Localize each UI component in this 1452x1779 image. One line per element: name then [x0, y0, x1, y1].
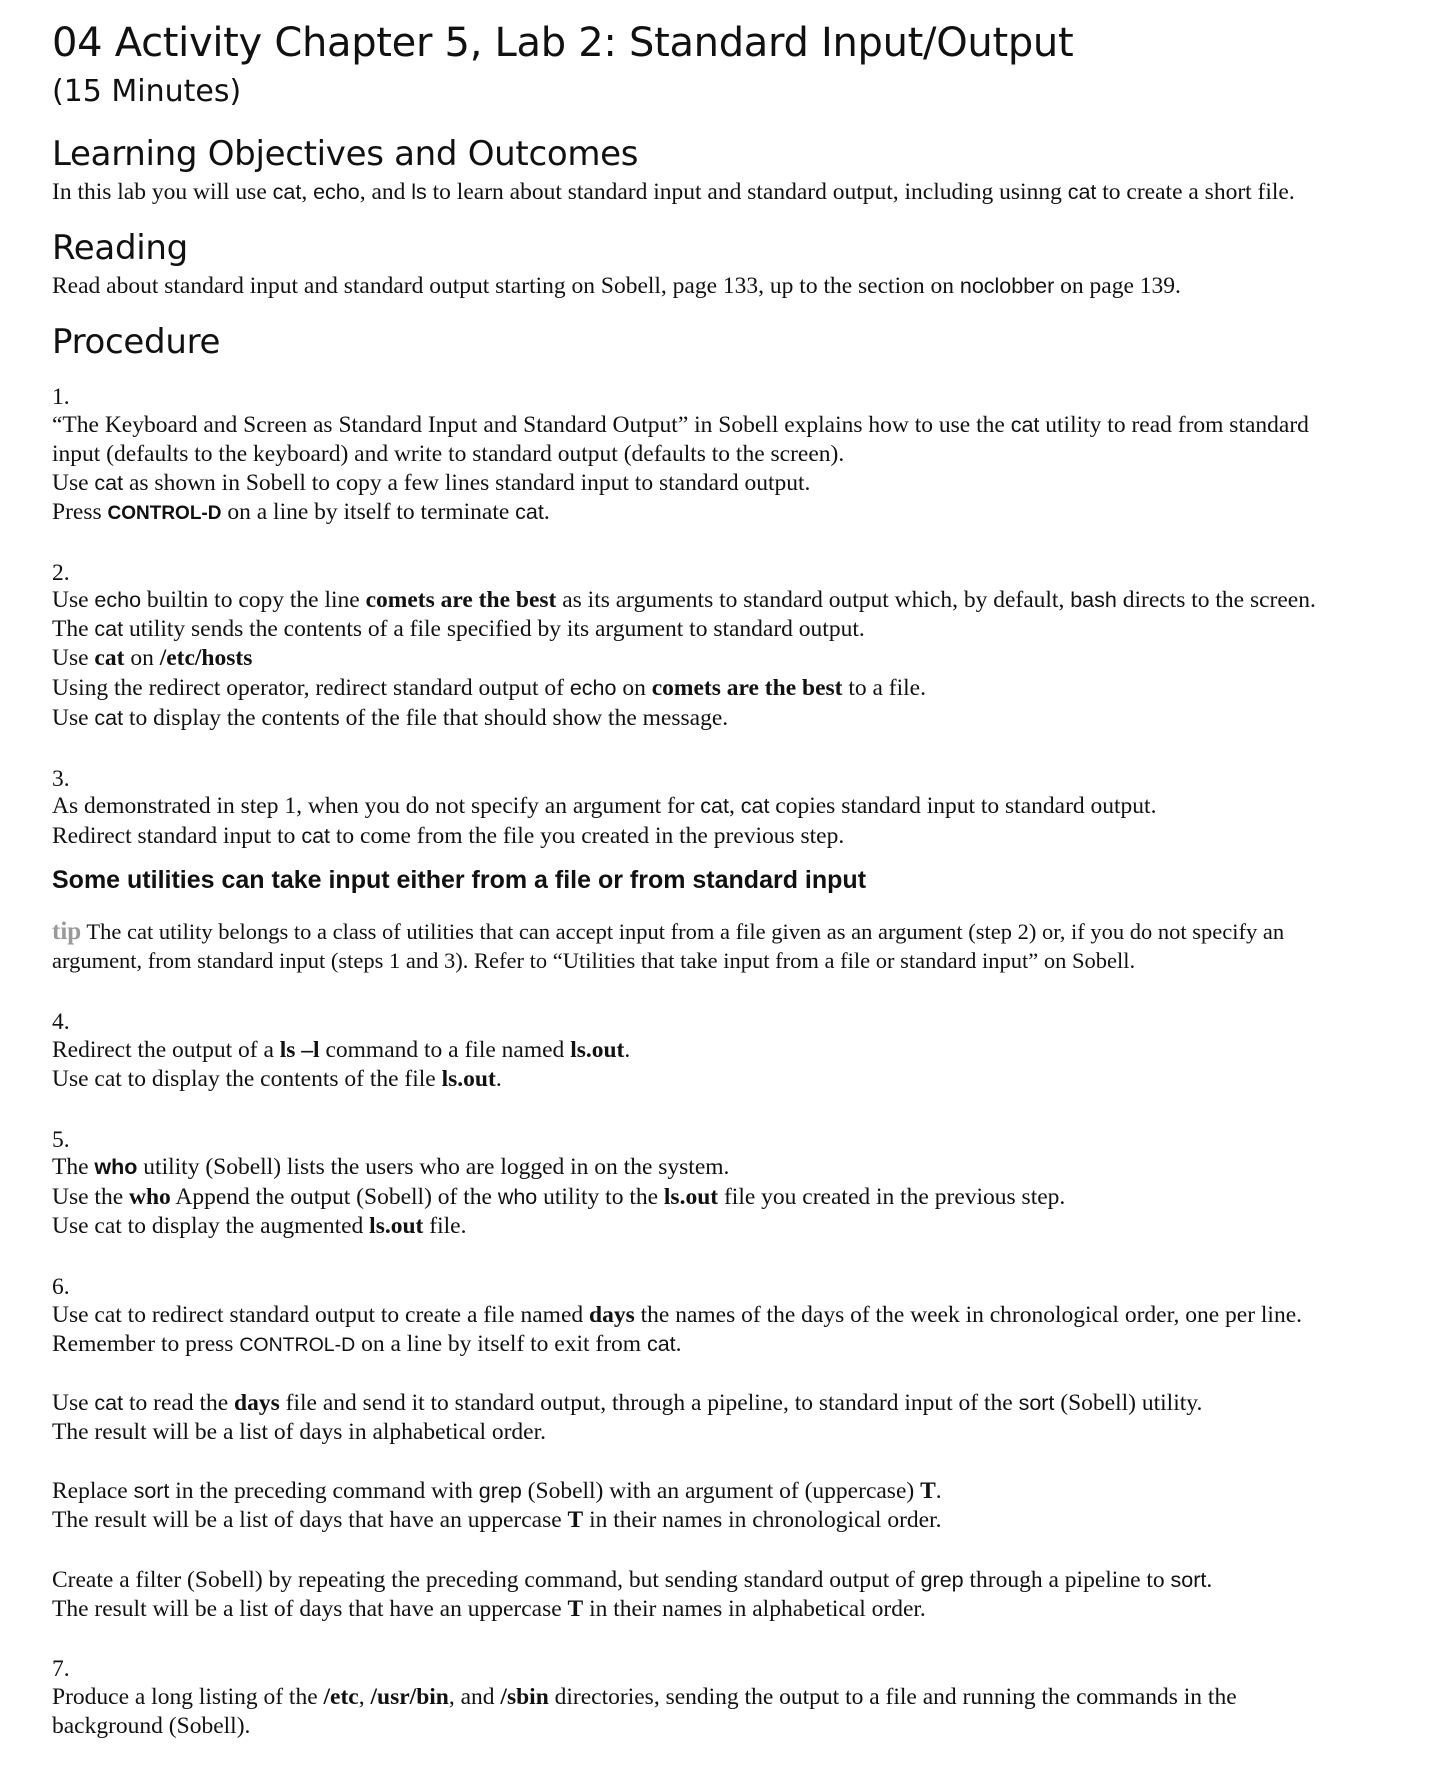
objectives-heading: Learning Objectives and Outcomes [52, 134, 639, 174]
step5-line: Use cat to display the augmented ls.out file. [52, 1213, 467, 1239]
step1-line: “The Keyboard and Screen as Standard Input and Standard Output” in Sobell explains how to use the cat utility to read from standard [52, 412, 1309, 438]
tip-box-line: tip The cat utility belongs to a class of utilities that can accept input from a file given as an argument (step 2) or, if you do not specify an [52, 918, 1285, 945]
tip-box-line: argument, from standard input (steps 1 and 3). Refer to “Utilities that take input from a file or standard input” on Sobell. [52, 948, 1136, 973]
step-number: 2. [52, 560, 70, 586]
step3-line: Redirect standard input to cat to come from the file you created in the previous step. [52, 823, 845, 849]
reading-text: Read about standard input and standard output starting on Sobell, page 133, up to the section on noclobber on page 139. [52, 273, 1181, 299]
step6-line: The result will be a list of days that have an uppercase T in their names in chronological order. [52, 1507, 942, 1533]
step2-line: Use cat to display the contents of the file that should show the message. [52, 705, 729, 731]
step6-line: Replace sort in the preceding command with grep (Sobell) with an argument of (uppercase) T. [52, 1478, 942, 1504]
tip-box-heading: Some utilities can take input either from a file or from standard input [52, 866, 867, 894]
step3-line: As demonstrated in step 1, when you do not specify an argument for cat, cat copies standard input to standard output. [52, 793, 1157, 819]
reading-heading: Reading [52, 228, 188, 268]
step4-line: Redirect the output of a ls –l command to a file named ls.out. [52, 1037, 631, 1063]
step6-line: The result will be a list of days that have an uppercase T in their names in alphabetical order. [52, 1596, 926, 1622]
step5-line: Use the who Append the output (Sobell) of the who utility to the ls.out file you created in the previous step. [52, 1184, 1066, 1210]
step6-line: Use cat to read the days file and send it to standard output, through a pipeline, to standard input of the sort (Sobell) utility. [52, 1390, 1203, 1416]
procedure-heading: Procedure [52, 322, 221, 362]
step7-line: background (Sobell). [52, 1713, 251, 1739]
step4-line: Use cat to display the contents of the file ls.out. [52, 1066, 502, 1092]
step-number: 6. [52, 1274, 70, 1300]
step1-line: Press CONTROL-D on a line by itself to terminate cat. [52, 499, 550, 525]
tip-label: tip [52, 918, 82, 945]
step2-line: Using the redirect operator, redirect standard output of echo on comets are the best to a file. [52, 675, 926, 701]
step-number: 4. [52, 1009, 70, 1035]
step6-line: Create a filter (Sobell) by repeating the preceding command, but sending standard output of grep through a pipeline to sort. [52, 1567, 1213, 1593]
page-title: 04 Activity Chapter 5, Lab 2: Standard Input/Output [52, 20, 1074, 66]
step5-line: The who utility (Sobell) lists the users who are logged in on the system. [52, 1154, 730, 1180]
step2-line: The cat utility sends the contents of a file specified by its argument to standard output. [52, 616, 865, 642]
step-number: 5. [52, 1127, 70, 1153]
step-number: 7. [52, 1656, 70, 1682]
step6-line: The result will be a list of days in alphabetical order. [52, 1419, 547, 1445]
step7-line: Produce a long listing of the /etc, /usr/bin, and /sbin directories, sending the output to a file and running the commands in the [52, 1684, 1237, 1710]
step-number: 1. [52, 384, 70, 410]
step2-line: Use cat on /etc/hosts [52, 645, 253, 671]
step1-line: input (defaults to the keyboard) and write to standard output (defaults to the screen). [52, 441, 845, 467]
step2-line: Use echo builtin to copy the line comets are the best as its arguments to standard output which, by default, bash directs to the screen. [52, 587, 1316, 613]
step1-line: Use cat as shown in Sobell to copy a few lines standard input to standard output. [52, 470, 811, 496]
step-number: 3. [52, 766, 70, 792]
page-subtitle: (15 Minutes) [52, 74, 242, 109]
step6-line: Use cat to redirect standard output to create a file named days the names of the days of the week in chronological order, one per line. [52, 1302, 1303, 1328]
step6-line: Remember to press CONTROL-D on a line by itself to exit from cat. [52, 1331, 682, 1357]
objectives-text: In this lab you will use cat, echo, and ls to learn about standard input and standard output, including usinng cat to create a short file. [52, 179, 1295, 205]
